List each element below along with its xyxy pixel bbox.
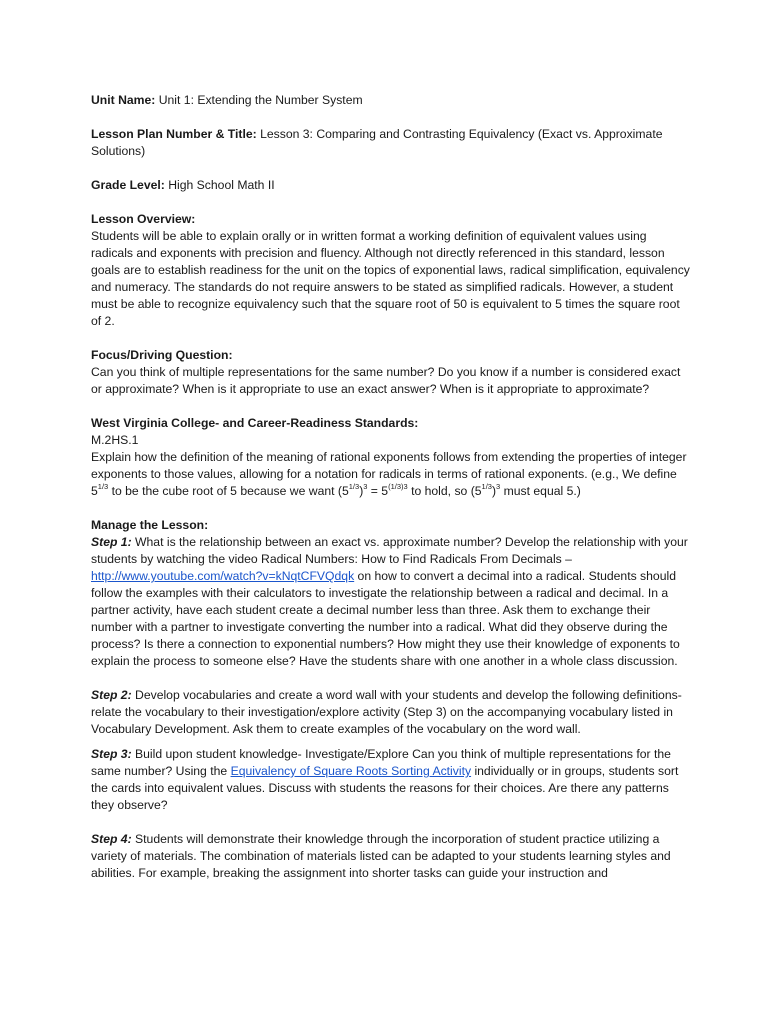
step-4: Step 4: Students will demonstrate their knowledge through the incorporation of student practice utilizing a variety of materials. The combination of materials listed can be adapted to your students learning styles and abilities. For example, breaking the assignment into shorter tasks can guide your instruction and: [91, 832, 671, 880]
step-1: Step 1: What is the relationship between an exact vs. approximate number? Develop the relationship with your students by watching the video Radical Numbers: How to Find Radicals From Decimals – http://www.youtube.com/watch?v=kNqtCFVQdqk on how to convert a decimal into a radical. Students should follow the examples with their calculators to investigate the relationship between a radical and decimal. In a partner activity, have each student create a decimal number less than three. Ask them to exchange their number with a partner to investigate converting the number into a radical. What did they observe during the process? Is there a connection to exponential numbers? How might they use their knowledge of exponents to explain the process to someone else? Have the students share with one another in a whole class discussion.: [91, 535, 688, 668]
sorting-activity-link[interactable]: Equivalency of Square Roots Sorting Activity: [230, 764, 472, 778]
youtube-video-link[interactable]: http://www.youtube.com/watch?v=kNqtCFVQdqk: [91, 569, 355, 583]
document-page: [91, 92, 691, 882]
standard-code: M.2HS.1: [91, 433, 139, 447]
lesson-title: Lesson Plan Number & Title: Lesson 3: Comparing and Contrasting Equivalency (Exact vs. Approximate Solutions): [91, 127, 663, 158]
unit-name: Unit Name: Unit 1: Extending the Number System: [91, 93, 363, 107]
focus-text: Can you think of multiple representations for the same number? Do you know if a number is considered exact or approximate? When is it appropriate to use an exact answer? When is it appropriate to approximate?: [91, 365, 681, 396]
step-2: Step 2: Develop vocabularies and create a word wall with your students and develop the following definitions-relate the vocabulary to their investigation/explore activity (Step 3) on the accompanying vocabulary listed in Vocabulary Development. Ask them to create examples of the vocabulary on the word wall.: [91, 688, 682, 736]
manage-heading: Manage the Lesson:: [91, 518, 209, 532]
standards-heading: West Virginia College- and Career-Readiness Standards:: [91, 416, 419, 430]
overview-text: Students will be able to explain orally or in written format a working definition of equivalent values using radicals and exponents with precision and fluency. Although not directly referenced in this standard, lesson goals are to establish readiness for the unit on the topics of exponential laws, radical simplification, equivalency and numeracy. The standards do not require answers to be stated as simplified radicals. However, a student must be able to recognize equivalency such that the square root of 50 is equivalent to 5 times the square root of 2.: [91, 229, 690, 328]
standard-text: Explain how the definition of the meaning of rational exponents follows from extending the properties of integer exponents to those values, allowing for a notation for radicals in terms of rational exponents. (e.g., We define $5^{1/3}$ to be the cube root of 5 because we want $(5^{1/3})^3 = 5^{(1/3)3}$ to hold, so $(5^{1/3})^3$ must equal 5.): [91, 450, 687, 498]
focus-heading: Focus/Driving Question:: [91, 348, 233, 362]
step-3: Step 3: Build upon student knowledge- Investigate/Explore Can you think of multiple representations for the same number? Using the Equivalency of Square Roots Sorting Activity individually or in groups, students sort the cards into equivalent values. Discuss with students the reasons for their choices. Are there any patterns they observe?: [91, 747, 679, 812]
grade-level: Grade Level: High School Math II: [91, 178, 275, 192]
overview-heading: Lesson Overview:: [91, 212, 196, 226]
